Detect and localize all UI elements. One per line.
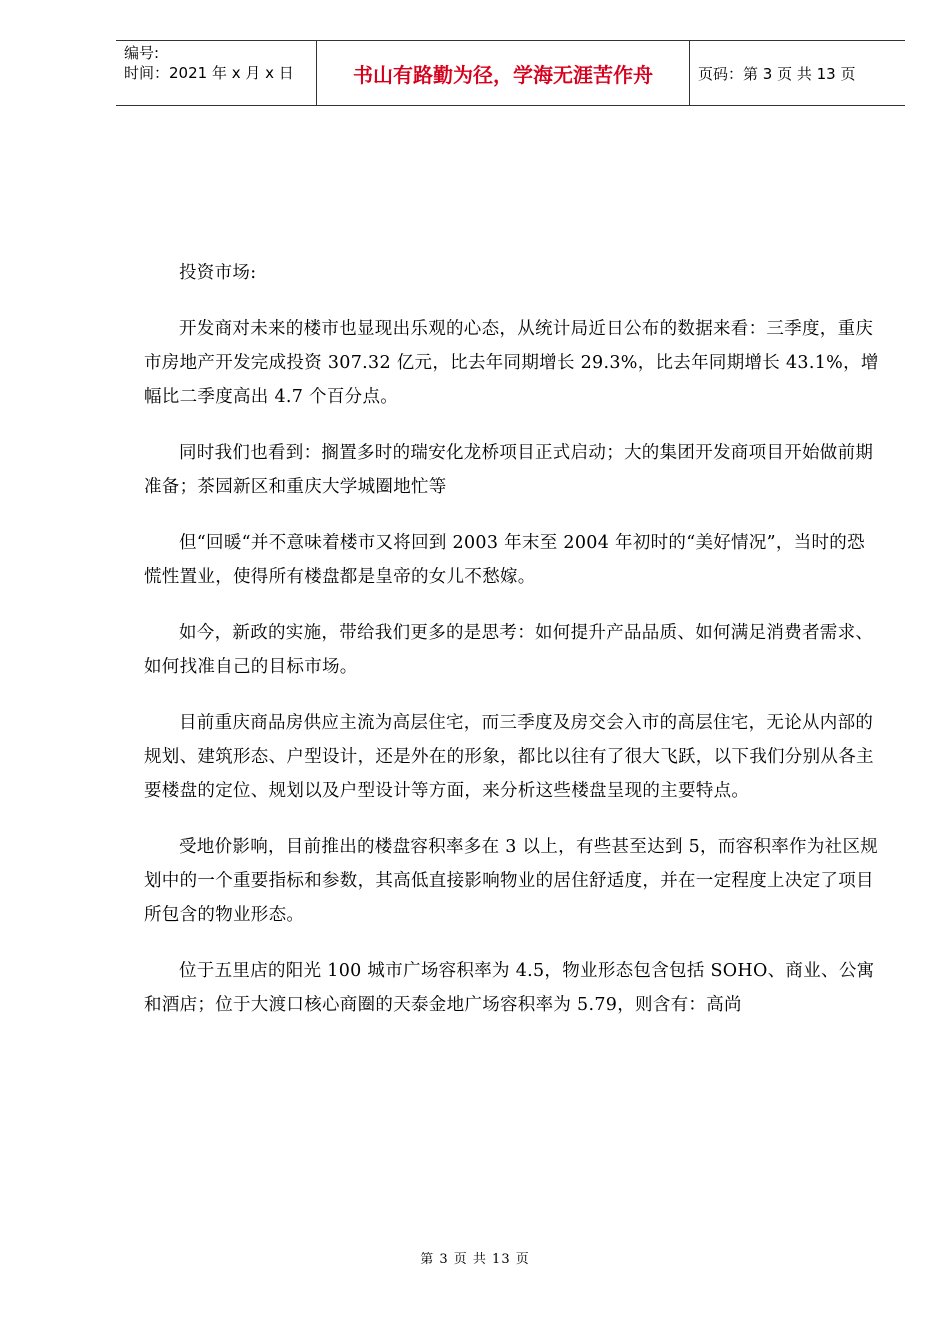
paragraph: 受地价影响，目前推出的楼盘容积率多在 3 以上，有些甚至达到 5，而容积率作为社区规划中的一个重要指标和参数，其高低直接影响物业的居住舒适度，并在一定程度上决定了项目所包含的物业形态。 (144, 837, 879, 925)
header-page-label: 页码：第 3 页 共 13 页 (698, 64, 856, 83)
serial-label: 编号: (124, 44, 160, 62)
page-header (116, 40, 905, 106)
document-body (144, 256, 880, 1044)
paragraph: 但“回暖“并不意味着楼市又将回到 2003 年末至 2004 年初时的“美好情况”，当时的恐慌性置业，使得所有楼盘都是皇帝的女儿不愁嫁。 (144, 533, 865, 587)
header-motto: 书山有路勤为径，学海无涯苦作舟 (316, 41, 690, 105)
paragraph: 目前重庆商品房供应主流为高层住宅，而三季度及房交会入市的高层住宅，无论从内部的规划、建筑形态、户型设计，还是外在的形象，都比以往有了很大飞跃，以下我们分别从各主要楼盘的定位、规划以及户型设计等方面，来分析这些楼盘呈现的主要特点。 (144, 713, 874, 801)
paragraph: 位于五里店的阳光 100 城市广场容积率为 4.5，物业形态包含包括 SOHO、商业、公寓和酒店；位于大渡口核心商圈的天泰金地广场容积率为 5.79，则含有：高尚 (144, 961, 875, 1015)
time-label: 时间：2021 年 x 月 x 日 (124, 64, 294, 82)
paragraph: 开发商对未来的楼市也显现出乐观的心态，从统计局近日公布的数据来看：三季度，重庆市房地产开发完成投资 307.32 亿元，比去年同期增长 29.3%，比去年同期增长 43.1%，增幅比二季度高出 4.7 个百分点。 (144, 319, 879, 407)
paragraph: 如今，新政的实施，带给我们更多的是思考：如何提升产品品质、如何满足消费者需求、如何找准自己的目标市场。 (144, 623, 874, 677)
paragraph: 同时我们也看到：搁置多时的瑞安化龙桥项目正式启动；大的集团开发商项目开始做前期准备；茶园新区和重庆大学城圈地忙等 (144, 443, 874, 497)
paragraph: 投资市场: (179, 263, 257, 283)
page-footer: 第 3 页 共 13 页 (420, 1252, 530, 1267)
header-meta (116, 41, 316, 105)
